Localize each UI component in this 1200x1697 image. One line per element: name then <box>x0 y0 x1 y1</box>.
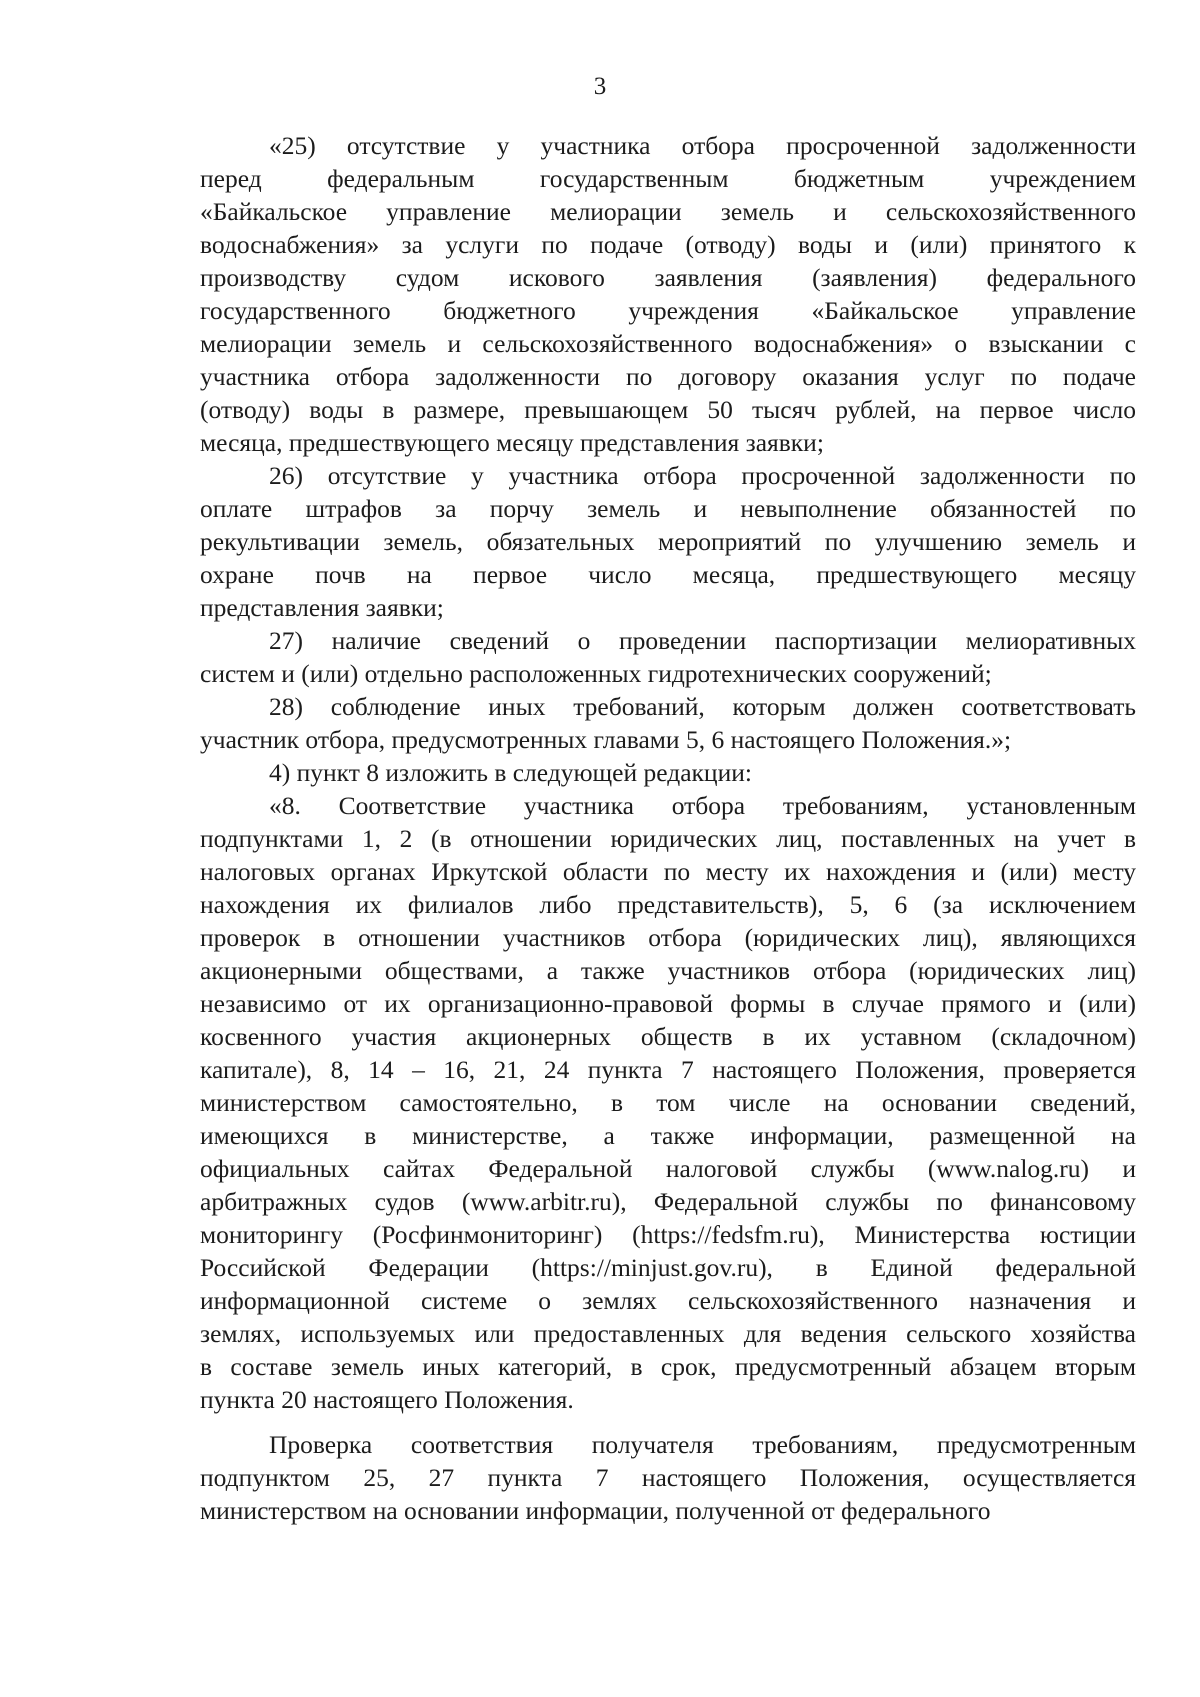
paragraph-gap <box>200 1416 1136 1428</box>
text-line: «25) отсутствие у участника отбора просроченной задолженности <box>269 131 1136 160</box>
text-line: 4) пункт 8 изложить в следующей редакции: <box>269 758 752 787</box>
text-line: косвенного участия акционерных обществ в их уставном (складочном) <box>200 1022 1136 1051</box>
text-line: имеющихся в министерстве, а также информации, размещенной на <box>200 1121 1136 1150</box>
paragraph-p8 <box>200 789 1136 1416</box>
text-line: нахождения их филиалов либо представительств), 5, 6 (за исключением <box>200 890 1136 919</box>
text-line: «Байкальское управление мелиорации земель и сельскохозяйственного <box>200 197 1136 226</box>
text-line: 28) соблюдение иных требований, которым должен соответствовать <box>269 692 1136 721</box>
text-line: водоснабжения» за услуги по подаче (отводу) воды и (или) принятого к <box>200 230 1136 259</box>
text-line: арбитражных судов (www.arbitr.ru), Федеральной службы по финансовому <box>200 1187 1136 1216</box>
text-line: систем и (или) отдельно расположенных гидротехнических сооружений; <box>200 659 992 688</box>
text-line: представления заявки; <box>200 593 444 622</box>
text-line: участник отбора, предусмотренных главами 5, 6 настоящего Положения.»; <box>200 725 1012 754</box>
paragraph-p4 <box>200 756 1136 789</box>
text-line: акционерными обществами, а также участников отбора (юридических лиц) <box>200 956 1136 985</box>
text-line: официальных сайтах Федеральной налоговой службы (www.nalog.ru) и <box>200 1154 1136 1183</box>
text-line: подпунктами 1, 2 (в отношении юридических лиц, поставленных на учет в <box>200 824 1136 853</box>
text-line: Проверка соответствия получателя требованиям, предусмотренным <box>269 1430 1136 1459</box>
text-line: независимо от их организационно-правовой формы в случае прямого и (или) <box>200 989 1136 1018</box>
text-line: информационной системе о землях сельскохозяйственного назначения и <box>200 1286 1136 1315</box>
text-line: 26) отсутствие у участника отбора просроченной задолженности по <box>269 461 1136 490</box>
text-line: 27) наличие сведений о проведении паспортизации мелиоративных <box>269 626 1136 655</box>
text-line: капитале), 8, 14 – 16, 21, 24 пункта 7 настоящего Положения, проверяется <box>200 1055 1136 1084</box>
text-line: «8. Соответствие участника отбора требованиям, установленным <box>269 791 1136 820</box>
text-line: мелиорации земель и сельскохозяйственного водоснабжения» о взыскании с <box>200 329 1136 358</box>
text-line: участника отбора задолженности по договору оказания услуг по подаче <box>200 362 1136 391</box>
paragraph-p-check <box>200 1428 1136 1527</box>
text-line: пункта 20 настоящего Положения. <box>200 1385 574 1414</box>
text-line: рекультивации земель, обязательных мероприятий по улучшению земель и <box>200 527 1136 556</box>
text-line: мониторингу (Росфинмониторинг) (https://fedsfm.ru), Министерства юстиции <box>200 1220 1136 1249</box>
text-line: Российской Федерации (https://minjust.gov.ru), в Единой федеральной <box>200 1253 1136 1282</box>
text-line: производству судом искового заявления (заявления) федерального <box>200 263 1136 292</box>
text-line: месяца, предшествующего месяцу представления заявки; <box>200 428 824 457</box>
text-line: оплате штрафов за порчу земель и невыполнение обязанностей по <box>200 494 1136 523</box>
paragraph-p26 <box>200 459 1136 624</box>
text-line: министерством самостоятельно, в том числе на основании сведений, <box>200 1088 1136 1117</box>
text-line: министерством на основании информации, полученной от федерального <box>200 1496 991 1525</box>
paragraph-p25 <box>200 129 1136 459</box>
text-line: налоговых органах Иркутской области по месту их нахождения и (или) месту <box>200 857 1136 886</box>
text-line: землях, используемых или предоставленных для ведения сельского хозяйства <box>200 1319 1136 1348</box>
text-line: подпунктом 25, 27 пункта 7 настоящего Положения, осуществляется <box>200 1463 1136 1492</box>
text-line: (отводу) воды в размере, превышающем 50 тысяч рублей, на первое число <box>200 395 1136 424</box>
text-line: государственного бюджетного учреждения «Байкальское управление <box>200 296 1136 325</box>
text-line: охране почв на первое число месяца, предшествующего месяцу <box>200 560 1136 589</box>
text-line: проверок в отношении участников отбора (юридических лиц), являющихся <box>200 923 1136 952</box>
text-line: в составе земель иных категорий, в срок, предусмотренный абзацем вторым <box>200 1352 1136 1381</box>
page-number: 3 <box>593 73 607 100</box>
paragraph-p28 <box>200 690 1136 756</box>
document-body <box>200 129 1136 1527</box>
paragraph-p27 <box>200 624 1136 690</box>
text-line: перед федеральным государственным бюджетным учреждением <box>200 164 1136 193</box>
